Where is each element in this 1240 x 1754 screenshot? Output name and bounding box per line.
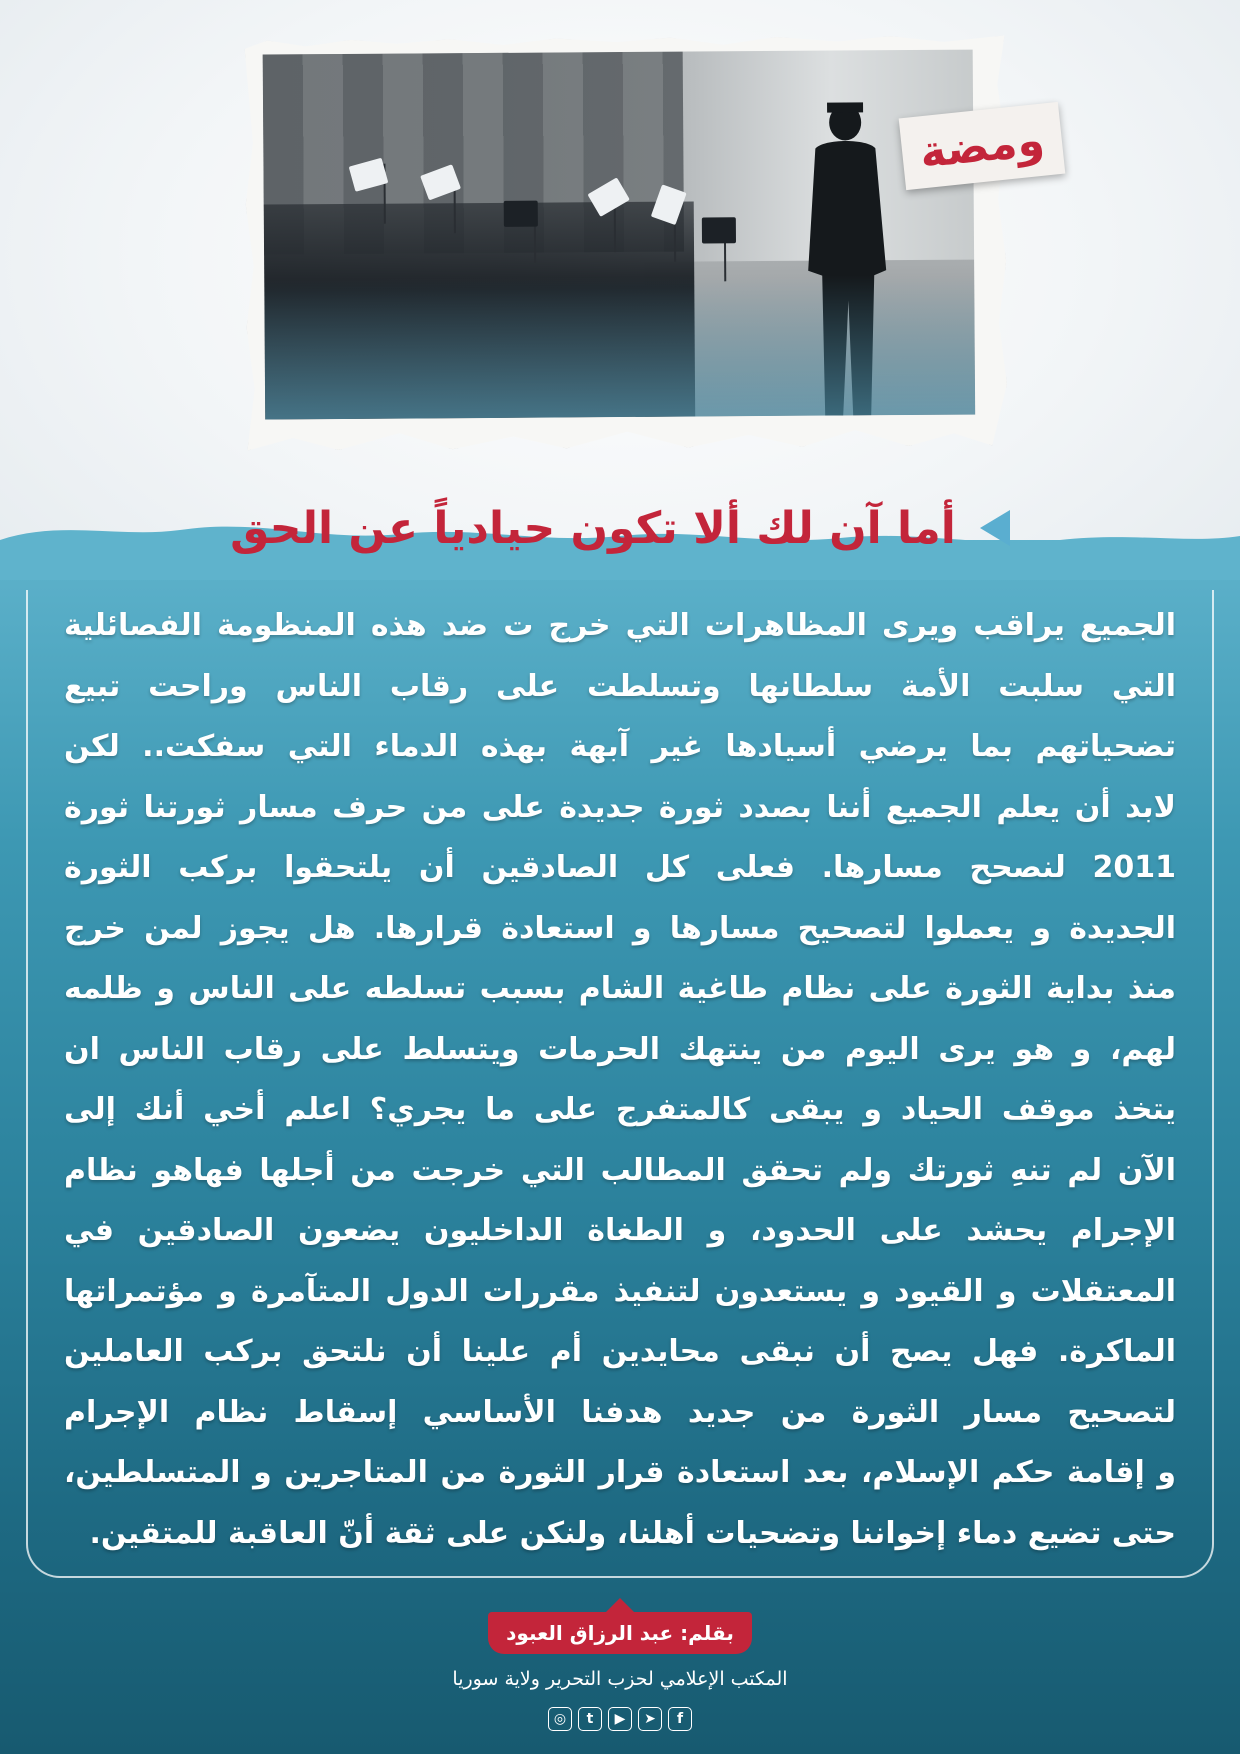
article-line: لابد أن يعلم الجميع أننا بصدد ثورة جديدة على من حرف مسار ثورتنا ثورة (64, 789, 1176, 825)
article-line: الإجرام يحشد على الحدود، و الطغاة الداخليون يضعون الصادقين في (64, 1213, 1176, 1248)
article-line: الماكرة. فهل يصح أن نبقى محايدين أم علينا أن نلتحق بركب العاملين (64, 1334, 1176, 1369)
youtube-icon[interactable]: ▶ (608, 1707, 632, 1731)
triangle-bullet-icon (980, 510, 1010, 546)
badge-text: ومضة (917, 114, 1047, 178)
black-flag (504, 201, 538, 227)
article-body (64, 596, 1176, 1564)
author-tag (488, 1612, 752, 1654)
black-flag (702, 217, 736, 243)
media-office: المكتب الإعلامي لحزب التحرير ولاية سوريا (452, 1668, 788, 1690)
facebook-icon[interactable]: f (668, 1707, 692, 1731)
article-line: 2011 لنصحح مسارها. فعلى كل الصادقين أن يلتحقوا بركب الثورة (64, 850, 1176, 885)
article-line: المعتقلات و القيود و يستعدون لتنفيذ مقررات الدول المتآمرة و مؤتمراتها (64, 1273, 1176, 1309)
telegram-icon[interactable]: ➤ (638, 1707, 662, 1731)
page-title: أما آن لك ألا تكون حيادياً عن الحق (230, 502, 956, 554)
website-icon[interactable]: ◎ (548, 1707, 572, 1731)
article-line: لتصحيح مسار الثورة من جديد هدفنا الأساسي إسقاط نظام الإجرام (64, 1394, 1176, 1430)
article-line: تضحياتهم بما يرضي أسيادها غير آبهة بهذه الدماء التي سفكت.. لكن (64, 729, 1176, 764)
social-icons (548, 1707, 692, 1733)
article-line: يتخذ موقف الحياد و يبقى كالمتفرج على ما يجري؟ اعلم أخي أنك إلى (64, 1092, 1176, 1127)
title-row (0, 498, 1240, 558)
article-line: لهم، و هو يرى اليوم من ينتهك الحرمات ويتسلط على رقاب الناس ان (64, 1031, 1176, 1067)
article-line: الجديدة و يعملوا لتصحيح مسارها و استعادة قرارها. هل يجوز لمن خرج (64, 910, 1176, 946)
article-line: التي سلبت الأمة سلطانها وتسلطت على رقاب الناس وراحت تبيع (64, 668, 1176, 704)
protest-photo (263, 50, 976, 420)
article-line: الجميع يراقب ويرى المظاهرات التي خرج ت ضد هذه المنظومة الفصائلية (64, 608, 1176, 643)
article-line: حتى تضيع دماء إخواننا وتضحيات أهلنا، ولنكن على ثقة أنّ العاقبة للمتقين. (89, 1515, 1176, 1551)
article-line: منذ بداية الثورة على نظام طاغية الشام بسبب تسلطه على الناس و ظلمه (64, 971, 1176, 1006)
article-line: و إقامة حكم الإسلام، بعد استعادة قرار الثورة من المتاجرين و المتسلطين، (64, 1455, 1176, 1490)
twitter-icon[interactable]: t (578, 1707, 602, 1731)
author-name: بقلم: عبد الرزاق العبود (506, 1621, 734, 1645)
article-line: الآن لم تنهِ ثورتك ولم تحقق المطالب التي خرجت من أجلها فهاهو نظام (64, 1152, 1176, 1188)
photo-frame (245, 35, 1008, 450)
photo-tint (264, 275, 975, 420)
